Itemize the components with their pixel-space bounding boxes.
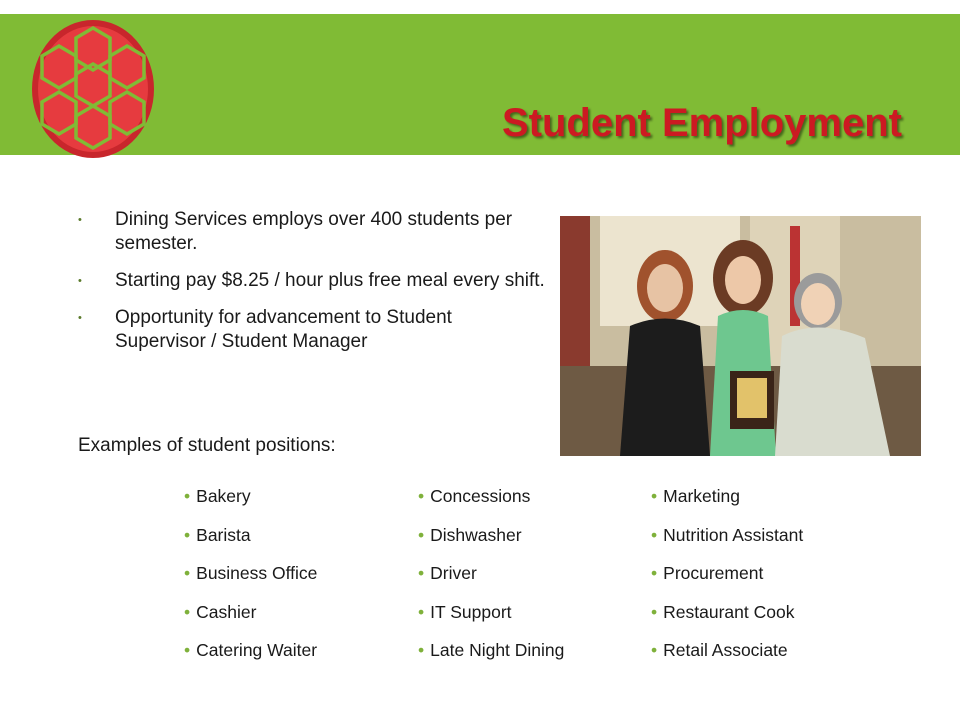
bullet-text: Starting pay $8.25 / hour plus free meal every shift. <box>115 270 545 291</box>
bullet-text: Dining Services employs over 400 students per semester. <box>115 209 513 254</box>
position-label: Retail Associate <box>663 640 788 660</box>
page-title: Student Employment <box>501 101 902 145</box>
list-item <box>184 563 317 602</box>
position-label: Driver <box>430 563 477 583</box>
list-item <box>418 525 564 564</box>
list-item <box>651 525 803 564</box>
bullet-dot-icon: • <box>184 601 191 622</box>
bullet-dot-icon: • <box>184 486 191 506</box>
position-label: Nutrition Assistant <box>663 524 804 545</box>
bullet-dot-icon: • <box>78 312 82 324</box>
bullet-dot-icon: • <box>651 524 658 545</box>
bullet-dot-icon: • <box>418 524 425 545</box>
list-item <box>418 640 564 679</box>
position-label: Procurement <box>663 563 764 583</box>
position-label: Catering Waiter <box>196 640 318 660</box>
list-item <box>184 525 317 564</box>
list-item <box>651 486 803 525</box>
position-label: IT Support <box>430 601 512 622</box>
intro-bullet-list <box>78 208 548 367</box>
bullet-text: Opportunity for advancement to Student Supervisor / Student Manager <box>115 307 452 352</box>
position-label: Bakery <box>196 486 251 506</box>
list-item <box>418 486 564 525</box>
positions-column-2 <box>418 486 564 679</box>
list-item <box>78 306 548 354</box>
bullet-dot-icon: • <box>651 486 658 506</box>
turtle-shell-icon <box>28 16 158 162</box>
list-item <box>78 208 548 256</box>
position-label: Barista <box>196 524 251 545</box>
position-label: Business Office <box>196 563 318 583</box>
position-label: Cashier <box>196 601 257 622</box>
list-item <box>184 602 317 641</box>
bullet-dot-icon: • <box>651 640 658 660</box>
list-item <box>651 563 803 602</box>
list-item <box>78 269 548 293</box>
list-item <box>184 640 317 679</box>
position-label: Late Night Dining <box>430 640 565 660</box>
bullet-dot-icon: • <box>184 524 191 545</box>
bullet-dot-icon: • <box>418 601 425 622</box>
positions-column-3 <box>651 486 803 679</box>
position-label: Concessions <box>430 486 531 506</box>
position-label: Dishwasher <box>430 524 522 545</box>
list-item <box>418 563 564 602</box>
bullet-dot-icon: • <box>651 563 658 583</box>
bullet-dot-icon: • <box>418 563 425 583</box>
bullet-dot-icon: • <box>184 640 191 660</box>
bullet-dot-icon: • <box>184 563 191 583</box>
list-item <box>651 640 803 679</box>
positions-column-1 <box>184 486 317 679</box>
list-item <box>651 602 803 641</box>
award-photo-image <box>560 216 921 456</box>
position-label: Restaurant Cook <box>663 601 795 622</box>
position-label: Marketing <box>663 486 740 506</box>
list-item <box>418 602 564 641</box>
bullet-dot-icon: • <box>418 486 425 506</box>
examples-heading: Examples of student positions: <box>78 435 336 456</box>
bullet-dot-icon: • <box>418 640 425 660</box>
bullet-dot-icon: • <box>651 601 658 622</box>
list-item <box>184 486 317 525</box>
bullet-dot-icon: • <box>78 275 82 287</box>
bullet-dot-icon: • <box>78 214 82 226</box>
